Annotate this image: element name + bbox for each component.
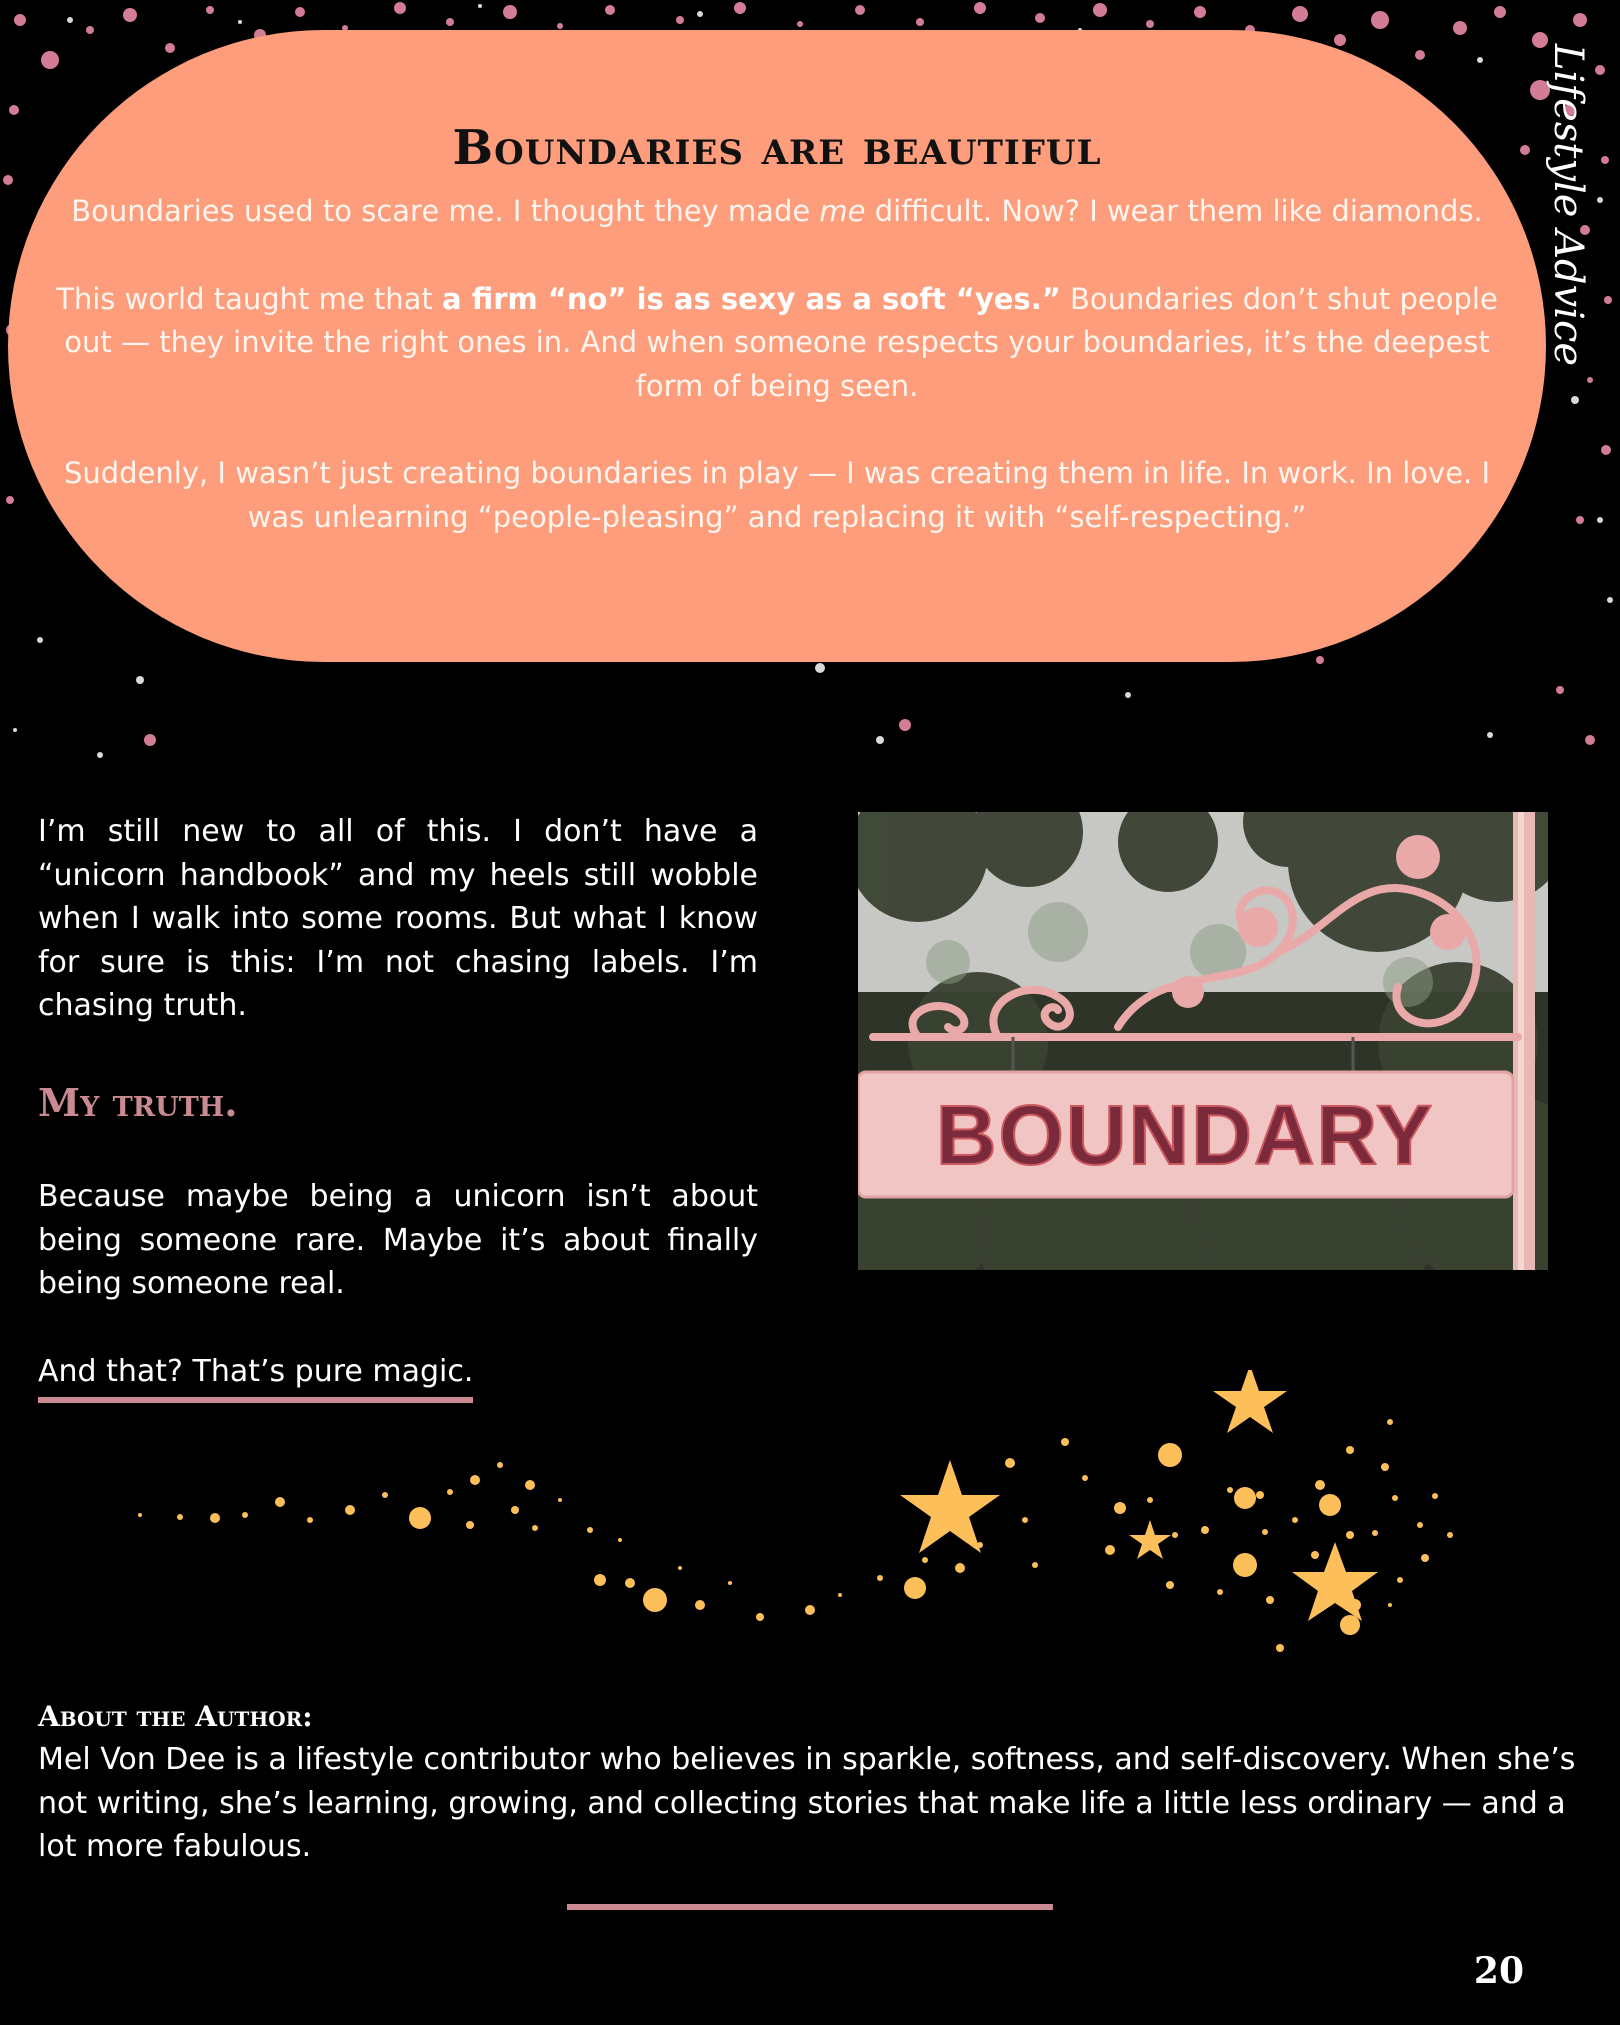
callout-paragraph-2 (48, 278, 1506, 409)
body-paragraph-2-text: Because maybe being a unicorn isn’t about being someone rare. Maybe it’s about finally being someone real. (38, 1179, 758, 1301)
callout-paragraph-1 (48, 190, 1506, 234)
boundaries-callout (8, 30, 1546, 662)
callout-title: Boundaries are beautiful (452, 120, 1102, 176)
callout-paragraph-3: Suddenly, I wasn’t just creating boundaries in play — I was creating them in life. In work. In love. I was unlearning “people-pleasing” and replacing it with “self-respecting.” (63, 456, 1491, 534)
callout-p2-end: Boundaries don’t shut people out — they invite the right ones in. And when someone respects your boundaries, it’s the deepest form of being seen. (64, 281, 1498, 403)
callout-body (48, 190, 1506, 583)
callout-p2-start: This world taught me that (56, 281, 443, 316)
callout-p1-end: difficult. Now? I wear them like diamonds. (865, 194, 1483, 228)
footer-divider (567, 1904, 1053, 1910)
sign-text: BOUNDARY (935, 1088, 1435, 1182)
page-number: 20 (1473, 1950, 1524, 1992)
author-heading: About the Author: (38, 1700, 313, 1733)
callout-p1-emphasis: me (819, 194, 866, 228)
callout-p1-start: Boundaries used to scare me. I thought they made (71, 194, 820, 228)
author-bio: Mel Von Dee is a lifestyle contributor who believes in sparkle, softness, and self-discovery. When she’s not writing, she’s learning, growing, and collecting stories that make life a little less ordinary — and a lot more fabulous. (38, 1742, 1576, 1864)
stars-decoration (120, 1370, 1460, 1670)
body-paragraph-2 (38, 1175, 758, 1306)
body-paragraph-1-text: I’m still new to all of this. I don’t have a “unicorn handbook” and my heels still wobble when I walk into some rooms. But what I know for sure is this: I’m not chasing labels. I’m chasing truth. (38, 814, 758, 1023)
section-label-text: Lifestyle Advice (1545, 43, 1592, 367)
boundary-sign-photo (858, 812, 1548, 1270)
magic-line: And that? That’s pure magic. (38, 1350, 473, 1403)
body-paragraph-1 (38, 810, 758, 1028)
callout-p2-bold: a firm “no” is as sexy as a soft “yes.” (442, 281, 1061, 316)
truth-heading: My truth. (38, 1080, 238, 1125)
